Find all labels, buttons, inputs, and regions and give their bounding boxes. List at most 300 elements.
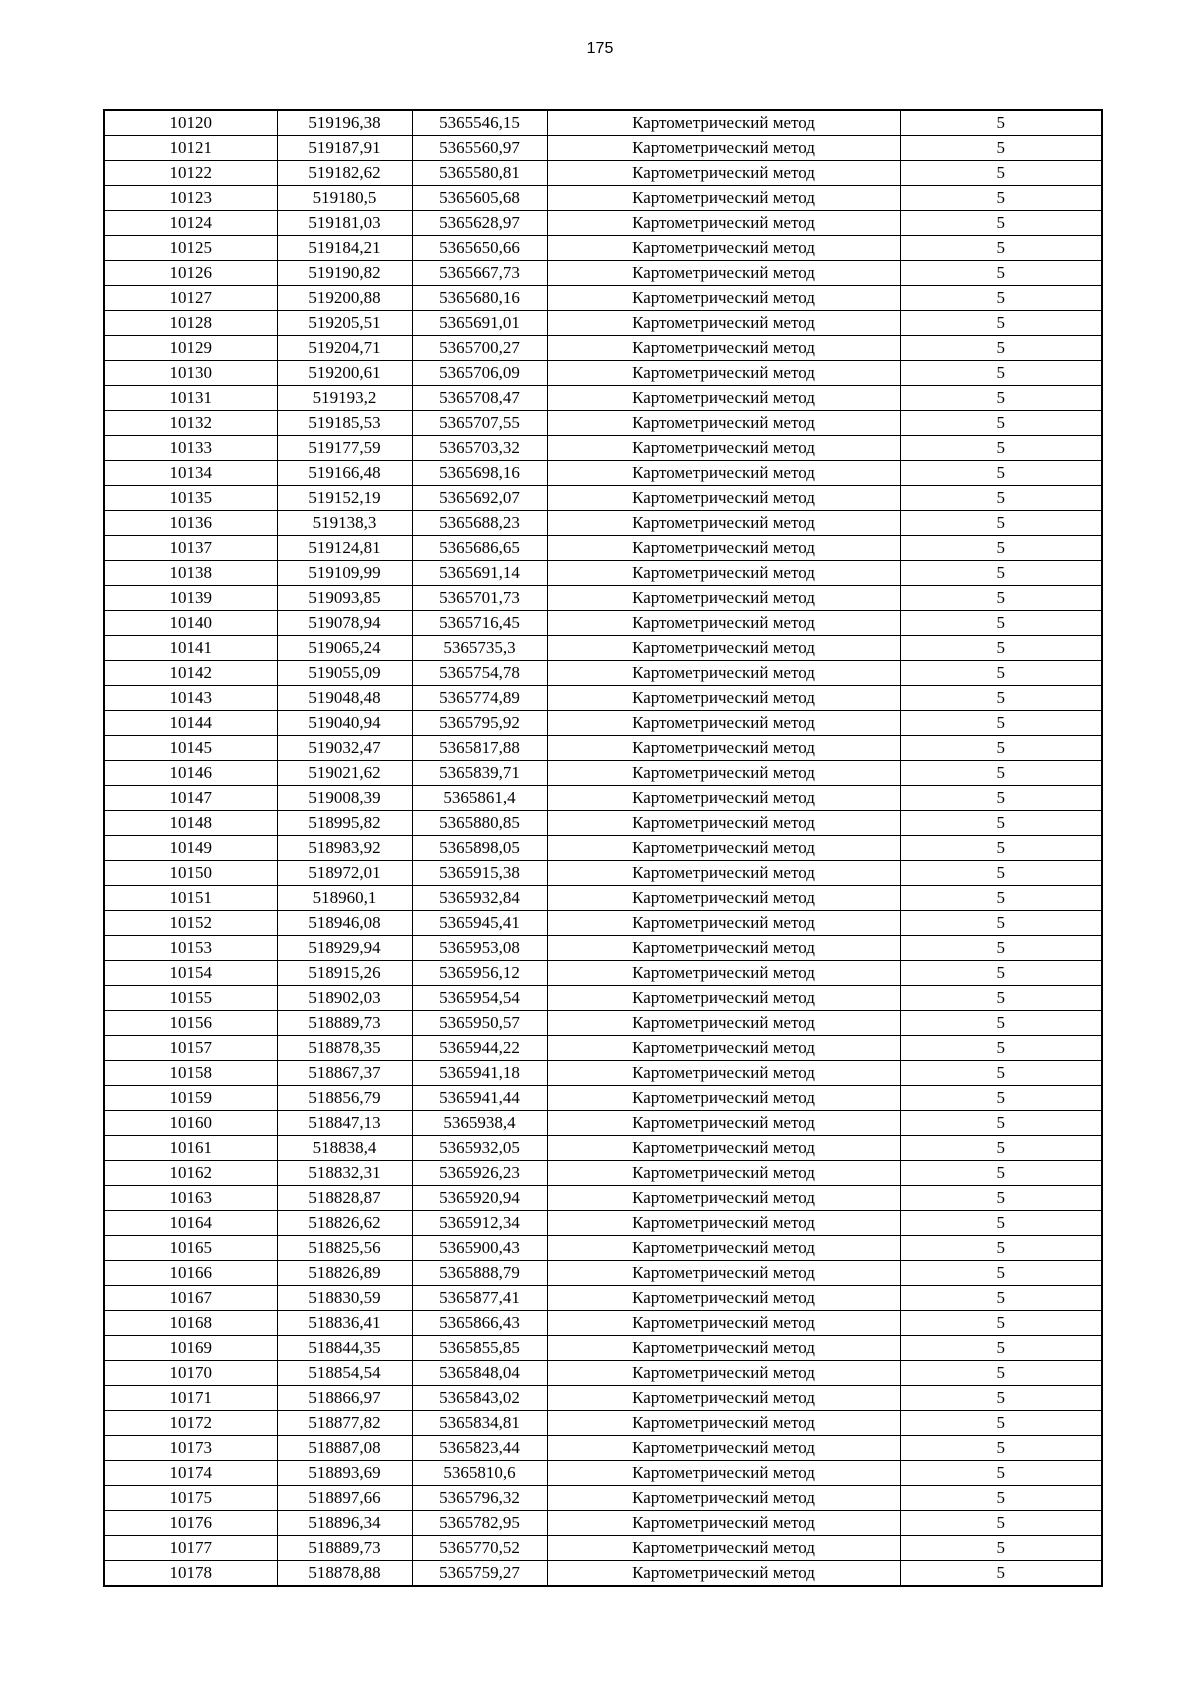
y-coordinate-cell: 5365945,41 [412, 911, 547, 936]
x-coordinate-cell: 518983,92 [277, 836, 412, 861]
x-coordinate-cell: 519190,82 [277, 261, 412, 286]
x-coordinate-cell: 519040,94 [277, 711, 412, 736]
point-number-cell: 10147 [104, 786, 277, 811]
table-row [104, 1061, 1102, 1086]
table-row [104, 186, 1102, 211]
table-row [104, 561, 1102, 586]
accuracy-cell: 5 [900, 1061, 1102, 1086]
point-number-cell: 10133 [104, 436, 277, 461]
accuracy-cell: 5 [900, 1411, 1102, 1436]
x-coordinate-cell: 518915,26 [277, 961, 412, 986]
x-coordinate-cell: 519184,21 [277, 236, 412, 261]
y-coordinate-cell: 5365770,52 [412, 1536, 547, 1561]
point-number-cell: 10142 [104, 661, 277, 686]
point-number-cell: 10141 [104, 636, 277, 661]
y-coordinate-cell: 5365839,71 [412, 761, 547, 786]
accuracy-cell: 5 [900, 1386, 1102, 1411]
method-cell: Картометрический метод [547, 136, 900, 161]
method-cell: Картометрический метод [547, 486, 900, 511]
y-coordinate-cell: 5365680,16 [412, 286, 547, 311]
method-cell: Картометрический метод [547, 1511, 900, 1536]
method-cell: Картометрический метод [547, 561, 900, 586]
x-coordinate-cell: 519048,48 [277, 686, 412, 711]
y-coordinate-cell: 5365932,84 [412, 886, 547, 911]
table-row [104, 1511, 1102, 1536]
accuracy-cell: 5 [900, 1436, 1102, 1461]
method-cell: Картометрический метод [547, 761, 900, 786]
x-coordinate-cell: 519138,3 [277, 511, 412, 536]
table-row [104, 886, 1102, 911]
accuracy-cell: 5 [900, 1236, 1102, 1261]
y-coordinate-cell: 5365795,92 [412, 711, 547, 736]
y-coordinate-cell: 5365686,65 [412, 536, 547, 561]
accuracy-cell: 5 [900, 1211, 1102, 1236]
x-coordinate-cell: 518836,41 [277, 1311, 412, 1336]
table-row [104, 1011, 1102, 1036]
method-cell: Картометрический метод [547, 1261, 900, 1286]
accuracy-cell: 5 [900, 461, 1102, 486]
point-number-cell: 10178 [104, 1561, 277, 1587]
table-row [104, 761, 1102, 786]
point-number-cell: 10160 [104, 1111, 277, 1136]
x-coordinate-cell: 519021,62 [277, 761, 412, 786]
y-coordinate-cell: 5365560,97 [412, 136, 547, 161]
y-coordinate-cell: 5365938,4 [412, 1111, 547, 1136]
x-coordinate-cell: 519065,24 [277, 636, 412, 661]
point-number-cell: 10139 [104, 586, 277, 611]
x-coordinate-cell: 519196,38 [277, 110, 412, 136]
accuracy-cell: 5 [900, 311, 1102, 336]
accuracy-cell: 5 [900, 1011, 1102, 1036]
y-coordinate-cell: 5365915,38 [412, 861, 547, 886]
x-coordinate-cell: 518832,31 [277, 1161, 412, 1186]
method-cell: Картометрический метод [547, 886, 900, 911]
accuracy-cell: 5 [900, 236, 1102, 261]
y-coordinate-cell: 5365691,01 [412, 311, 547, 336]
method-cell: Картометрический метод [547, 961, 900, 986]
x-coordinate-cell: 518995,82 [277, 811, 412, 836]
x-coordinate-cell: 519166,48 [277, 461, 412, 486]
point-number-cell: 10172 [104, 1411, 277, 1436]
table-row [104, 1336, 1102, 1361]
x-coordinate-cell: 518893,69 [277, 1461, 412, 1486]
method-cell: Картометрический метод [547, 1461, 900, 1486]
y-coordinate-cell: 5365735,3 [412, 636, 547, 661]
method-cell: Картометрический метод [547, 811, 900, 836]
table-row [104, 386, 1102, 411]
accuracy-cell: 5 [900, 936, 1102, 961]
y-coordinate-cell: 5365774,89 [412, 686, 547, 711]
point-number-cell: 10130 [104, 361, 277, 386]
accuracy-cell: 5 [900, 261, 1102, 286]
y-coordinate-cell: 5365716,45 [412, 611, 547, 636]
accuracy-cell: 5 [900, 761, 1102, 786]
point-number-cell: 10131 [104, 386, 277, 411]
x-coordinate-cell: 518887,08 [277, 1436, 412, 1461]
x-coordinate-cell: 518854,54 [277, 1361, 412, 1386]
y-coordinate-cell: 5365834,81 [412, 1411, 547, 1436]
table-row [104, 911, 1102, 936]
table-row [104, 686, 1102, 711]
y-coordinate-cell: 5365880,85 [412, 811, 547, 836]
method-cell: Картометрический метод [547, 436, 900, 461]
accuracy-cell: 5 [900, 586, 1102, 611]
point-number-cell: 10134 [104, 461, 277, 486]
point-number-cell: 10168 [104, 1311, 277, 1336]
point-number-cell: 10175 [104, 1486, 277, 1511]
page-number: 175 [586, 40, 614, 57]
y-coordinate-cell: 5365782,95 [412, 1511, 547, 1536]
method-cell: Картометрический метод [547, 1536, 900, 1561]
table-row [104, 1036, 1102, 1061]
x-coordinate-cell: 518826,89 [277, 1261, 412, 1286]
table-row [104, 1411, 1102, 1436]
x-coordinate-cell: 518856,79 [277, 1086, 412, 1111]
table-row [104, 1311, 1102, 1336]
method-cell: Картометрический метод [547, 1236, 900, 1261]
point-number-cell: 10173 [104, 1436, 277, 1461]
table-row [104, 586, 1102, 611]
y-coordinate-cell: 5365817,88 [412, 736, 547, 761]
accuracy-cell: 5 [900, 736, 1102, 761]
method-cell: Картометрический метод [547, 1111, 900, 1136]
table-row [104, 811, 1102, 836]
point-number-cell: 10128 [104, 311, 277, 336]
accuracy-cell: 5 [900, 436, 1102, 461]
x-coordinate-cell: 518929,94 [277, 936, 412, 961]
x-coordinate-cell: 519055,09 [277, 661, 412, 686]
point-number-cell: 10159 [104, 1086, 277, 1111]
method-cell: Картометрический метод [547, 786, 900, 811]
table-row [104, 336, 1102, 361]
table-row [104, 1536, 1102, 1561]
table-row [104, 1436, 1102, 1461]
method-cell: Картометрический метод [547, 110, 900, 136]
y-coordinate-cell: 5365605,68 [412, 186, 547, 211]
x-coordinate-cell: 518889,73 [277, 1536, 412, 1561]
table-row [104, 311, 1102, 336]
coordinates-table-body [104, 110, 1102, 1586]
method-cell: Картометрический метод [547, 186, 900, 211]
accuracy-cell: 5 [900, 1286, 1102, 1311]
y-coordinate-cell: 5365546,15 [412, 110, 547, 136]
point-number-cell: 10150 [104, 861, 277, 886]
y-coordinate-cell: 5365823,44 [412, 1436, 547, 1461]
table-row [104, 1136, 1102, 1161]
accuracy-cell: 5 [900, 536, 1102, 561]
method-cell: Картометрический метод [547, 161, 900, 186]
method-cell: Картометрический метод [547, 1561, 900, 1587]
y-coordinate-cell: 5365707,55 [412, 411, 547, 436]
point-number-cell: 10176 [104, 1511, 277, 1536]
method-cell: Картометрический метод [547, 286, 900, 311]
method-cell: Картометрический метод [547, 636, 900, 661]
y-coordinate-cell: 5365688,23 [412, 511, 547, 536]
y-coordinate-cell: 5365861,4 [412, 786, 547, 811]
method-cell: Картометрический метод [547, 1211, 900, 1236]
method-cell: Картометрический метод [547, 1161, 900, 1186]
point-number-cell: 10125 [104, 236, 277, 261]
accuracy-cell: 5 [900, 1561, 1102, 1587]
method-cell: Картометрический метод [547, 386, 900, 411]
x-coordinate-cell: 518897,66 [277, 1486, 412, 1511]
point-number-cell: 10138 [104, 561, 277, 586]
table-row [104, 736, 1102, 761]
x-coordinate-cell: 519124,81 [277, 536, 412, 561]
method-cell: Картометрический метод [547, 936, 900, 961]
x-coordinate-cell: 518867,37 [277, 1061, 412, 1086]
point-number-cell: 10136 [104, 511, 277, 536]
accuracy-cell: 5 [900, 486, 1102, 511]
accuracy-cell: 5 [900, 836, 1102, 861]
accuracy-cell: 5 [900, 1311, 1102, 1336]
point-number-cell: 10158 [104, 1061, 277, 1086]
accuracy-cell: 5 [900, 986, 1102, 1011]
point-number-cell: 10132 [104, 411, 277, 436]
table-row [104, 961, 1102, 986]
point-number-cell: 10120 [104, 110, 277, 136]
method-cell: Картометрический метод [547, 661, 900, 686]
accuracy-cell: 5 [900, 961, 1102, 986]
accuracy-cell: 5 [900, 1086, 1102, 1111]
x-coordinate-cell: 519193,2 [277, 386, 412, 411]
method-cell: Картометрический метод [547, 1361, 900, 1386]
x-coordinate-cell: 519200,61 [277, 361, 412, 386]
accuracy-cell: 5 [900, 636, 1102, 661]
method-cell: Картометрический метод [547, 1186, 900, 1211]
table-row [104, 1086, 1102, 1111]
point-number-cell: 10122 [104, 161, 277, 186]
point-number-cell: 10155 [104, 986, 277, 1011]
x-coordinate-cell: 519008,39 [277, 786, 412, 811]
method-cell: Картометрический метод [547, 511, 900, 536]
table-row [104, 1286, 1102, 1311]
x-coordinate-cell: 518825,56 [277, 1236, 412, 1261]
accuracy-cell: 5 [900, 361, 1102, 386]
accuracy-cell: 5 [900, 1161, 1102, 1186]
x-coordinate-cell: 518878,88 [277, 1561, 412, 1587]
method-cell: Картометрический метод [547, 336, 900, 361]
table-row [104, 486, 1102, 511]
x-coordinate-cell: 519205,51 [277, 311, 412, 336]
method-cell: Картометрический метод [547, 361, 900, 386]
accuracy-cell: 5 [900, 286, 1102, 311]
x-coordinate-cell: 518960,1 [277, 886, 412, 911]
method-cell: Картометрический метод [547, 586, 900, 611]
method-cell: Картометрический метод [547, 836, 900, 861]
x-coordinate-cell: 518838,4 [277, 1136, 412, 1161]
y-coordinate-cell: 5365898,05 [412, 836, 547, 861]
point-number-cell: 10164 [104, 1211, 277, 1236]
table-row [104, 261, 1102, 286]
y-coordinate-cell: 5365912,34 [412, 1211, 547, 1236]
table-row [104, 536, 1102, 561]
x-coordinate-cell: 518877,82 [277, 1411, 412, 1436]
accuracy-cell: 5 [900, 786, 1102, 811]
accuracy-cell: 5 [900, 686, 1102, 711]
accuracy-cell: 5 [900, 1461, 1102, 1486]
point-number-cell: 10162 [104, 1161, 277, 1186]
method-cell: Картометрический метод [547, 711, 900, 736]
accuracy-cell: 5 [900, 561, 1102, 586]
y-coordinate-cell: 5365866,43 [412, 1311, 547, 1336]
table-row [104, 986, 1102, 1011]
accuracy-cell: 5 [900, 1536, 1102, 1561]
accuracy-cell: 5 [900, 186, 1102, 211]
accuracy-cell: 5 [900, 211, 1102, 236]
table-row [104, 236, 1102, 261]
accuracy-cell: 5 [900, 1036, 1102, 1061]
method-cell: Картометрический метод [547, 1086, 900, 1111]
point-number-cell: 10127 [104, 286, 277, 311]
x-coordinate-cell: 518828,87 [277, 1186, 412, 1211]
y-coordinate-cell: 5365796,32 [412, 1486, 547, 1511]
table-row [104, 286, 1102, 311]
point-number-cell: 10170 [104, 1361, 277, 1386]
accuracy-cell: 5 [900, 1111, 1102, 1136]
method-cell: Картометрический метод [547, 1311, 900, 1336]
table-row [104, 211, 1102, 236]
y-coordinate-cell: 5365650,66 [412, 236, 547, 261]
table-row [104, 1186, 1102, 1211]
x-coordinate-cell: 518946,08 [277, 911, 412, 936]
point-number-cell: 10144 [104, 711, 277, 736]
accuracy-cell: 5 [900, 1136, 1102, 1161]
method-cell: Картометрический метод [547, 1286, 900, 1311]
x-coordinate-cell: 519093,85 [277, 586, 412, 611]
y-coordinate-cell: 5365855,85 [412, 1336, 547, 1361]
x-coordinate-cell: 519200,88 [277, 286, 412, 311]
y-coordinate-cell: 5365628,97 [412, 211, 547, 236]
accuracy-cell: 5 [900, 811, 1102, 836]
accuracy-cell: 5 [900, 611, 1102, 636]
table-row [104, 836, 1102, 861]
point-number-cell: 10154 [104, 961, 277, 986]
table-row [104, 1236, 1102, 1261]
x-coordinate-cell: 518972,01 [277, 861, 412, 886]
table-row [104, 1161, 1102, 1186]
point-number-cell: 10148 [104, 811, 277, 836]
point-number-cell: 10166 [104, 1261, 277, 1286]
x-coordinate-cell: 519187,91 [277, 136, 412, 161]
table-row [104, 1486, 1102, 1511]
y-coordinate-cell: 5365692,07 [412, 486, 547, 511]
accuracy-cell: 5 [900, 336, 1102, 361]
y-coordinate-cell: 5365926,23 [412, 1161, 547, 1186]
method-cell: Картометрический метод [547, 1486, 900, 1511]
point-number-cell: 10171 [104, 1386, 277, 1411]
point-number-cell: 10137 [104, 536, 277, 561]
x-coordinate-cell: 518844,35 [277, 1336, 412, 1361]
point-number-cell: 10121 [104, 136, 277, 161]
x-coordinate-cell: 519152,19 [277, 486, 412, 511]
y-coordinate-cell: 5365950,57 [412, 1011, 547, 1036]
table-row [104, 1111, 1102, 1136]
x-coordinate-cell: 518889,73 [277, 1011, 412, 1036]
x-coordinate-cell: 519032,47 [277, 736, 412, 761]
accuracy-cell: 5 [900, 711, 1102, 736]
method-cell: Картометрический метод [547, 1336, 900, 1361]
y-coordinate-cell: 5365954,54 [412, 986, 547, 1011]
method-cell: Картометрический метод [547, 736, 900, 761]
y-coordinate-cell: 5365941,44 [412, 1086, 547, 1111]
method-cell: Картометрический метод [547, 211, 900, 236]
point-number-cell: 10126 [104, 261, 277, 286]
accuracy-cell: 5 [900, 1361, 1102, 1386]
method-cell: Картометрический метод [547, 411, 900, 436]
point-number-cell: 10143 [104, 686, 277, 711]
point-number-cell: 10146 [104, 761, 277, 786]
point-number-cell: 10145 [104, 736, 277, 761]
y-coordinate-cell: 5365956,12 [412, 961, 547, 986]
method-cell: Картометрический метод [547, 1411, 900, 1436]
x-coordinate-cell: 519078,94 [277, 611, 412, 636]
table-row [104, 1261, 1102, 1286]
y-coordinate-cell: 5365920,94 [412, 1186, 547, 1211]
x-coordinate-cell: 518866,97 [277, 1386, 412, 1411]
table-row [104, 361, 1102, 386]
table-row [104, 936, 1102, 961]
method-cell: Картометрический метод [547, 1011, 900, 1036]
point-number-cell: 10149 [104, 836, 277, 861]
table-row [104, 110, 1102, 136]
method-cell: Картометрический метод [547, 1061, 900, 1086]
table-row [104, 1561, 1102, 1587]
accuracy-cell: 5 [900, 386, 1102, 411]
x-coordinate-cell: 518896,34 [277, 1511, 412, 1536]
table-row [104, 861, 1102, 886]
accuracy-cell: 5 [900, 1511, 1102, 1536]
y-coordinate-cell: 5365848,04 [412, 1361, 547, 1386]
method-cell: Картометрический метод [547, 261, 900, 286]
y-coordinate-cell: 5365706,09 [412, 361, 547, 386]
method-cell: Картометрический метод [547, 1436, 900, 1461]
method-cell: Картометрический метод [547, 536, 900, 561]
y-coordinate-cell: 5365900,43 [412, 1236, 547, 1261]
method-cell: Картометрический метод [547, 311, 900, 336]
x-coordinate-cell: 518902,03 [277, 986, 412, 1011]
y-coordinate-cell: 5365703,32 [412, 436, 547, 461]
table-row [104, 1211, 1102, 1236]
y-coordinate-cell: 5365580,81 [412, 161, 547, 186]
table-row [104, 711, 1102, 736]
y-coordinate-cell: 5365667,73 [412, 261, 547, 286]
accuracy-cell: 5 [900, 161, 1102, 186]
table-row [104, 1386, 1102, 1411]
point-number-cell: 10177 [104, 1536, 277, 1561]
coordinates-table [103, 109, 1103, 1587]
accuracy-cell: 5 [900, 1261, 1102, 1286]
y-coordinate-cell: 5365810,6 [412, 1461, 547, 1486]
point-number-cell: 10140 [104, 611, 277, 636]
table-row [104, 511, 1102, 536]
point-number-cell: 10165 [104, 1236, 277, 1261]
x-coordinate-cell: 519182,62 [277, 161, 412, 186]
accuracy-cell: 5 [900, 411, 1102, 436]
method-cell: Картометрический метод [547, 1386, 900, 1411]
point-number-cell: 10167 [104, 1286, 277, 1311]
table-row [104, 661, 1102, 686]
y-coordinate-cell: 5365843,02 [412, 1386, 547, 1411]
x-coordinate-cell: 518830,59 [277, 1286, 412, 1311]
accuracy-cell: 5 [900, 136, 1102, 161]
x-coordinate-cell: 519180,5 [277, 186, 412, 211]
point-number-cell: 10129 [104, 336, 277, 361]
table-row [104, 611, 1102, 636]
point-number-cell: 10169 [104, 1336, 277, 1361]
y-coordinate-cell: 5365877,41 [412, 1286, 547, 1311]
point-number-cell: 10153 [104, 936, 277, 961]
